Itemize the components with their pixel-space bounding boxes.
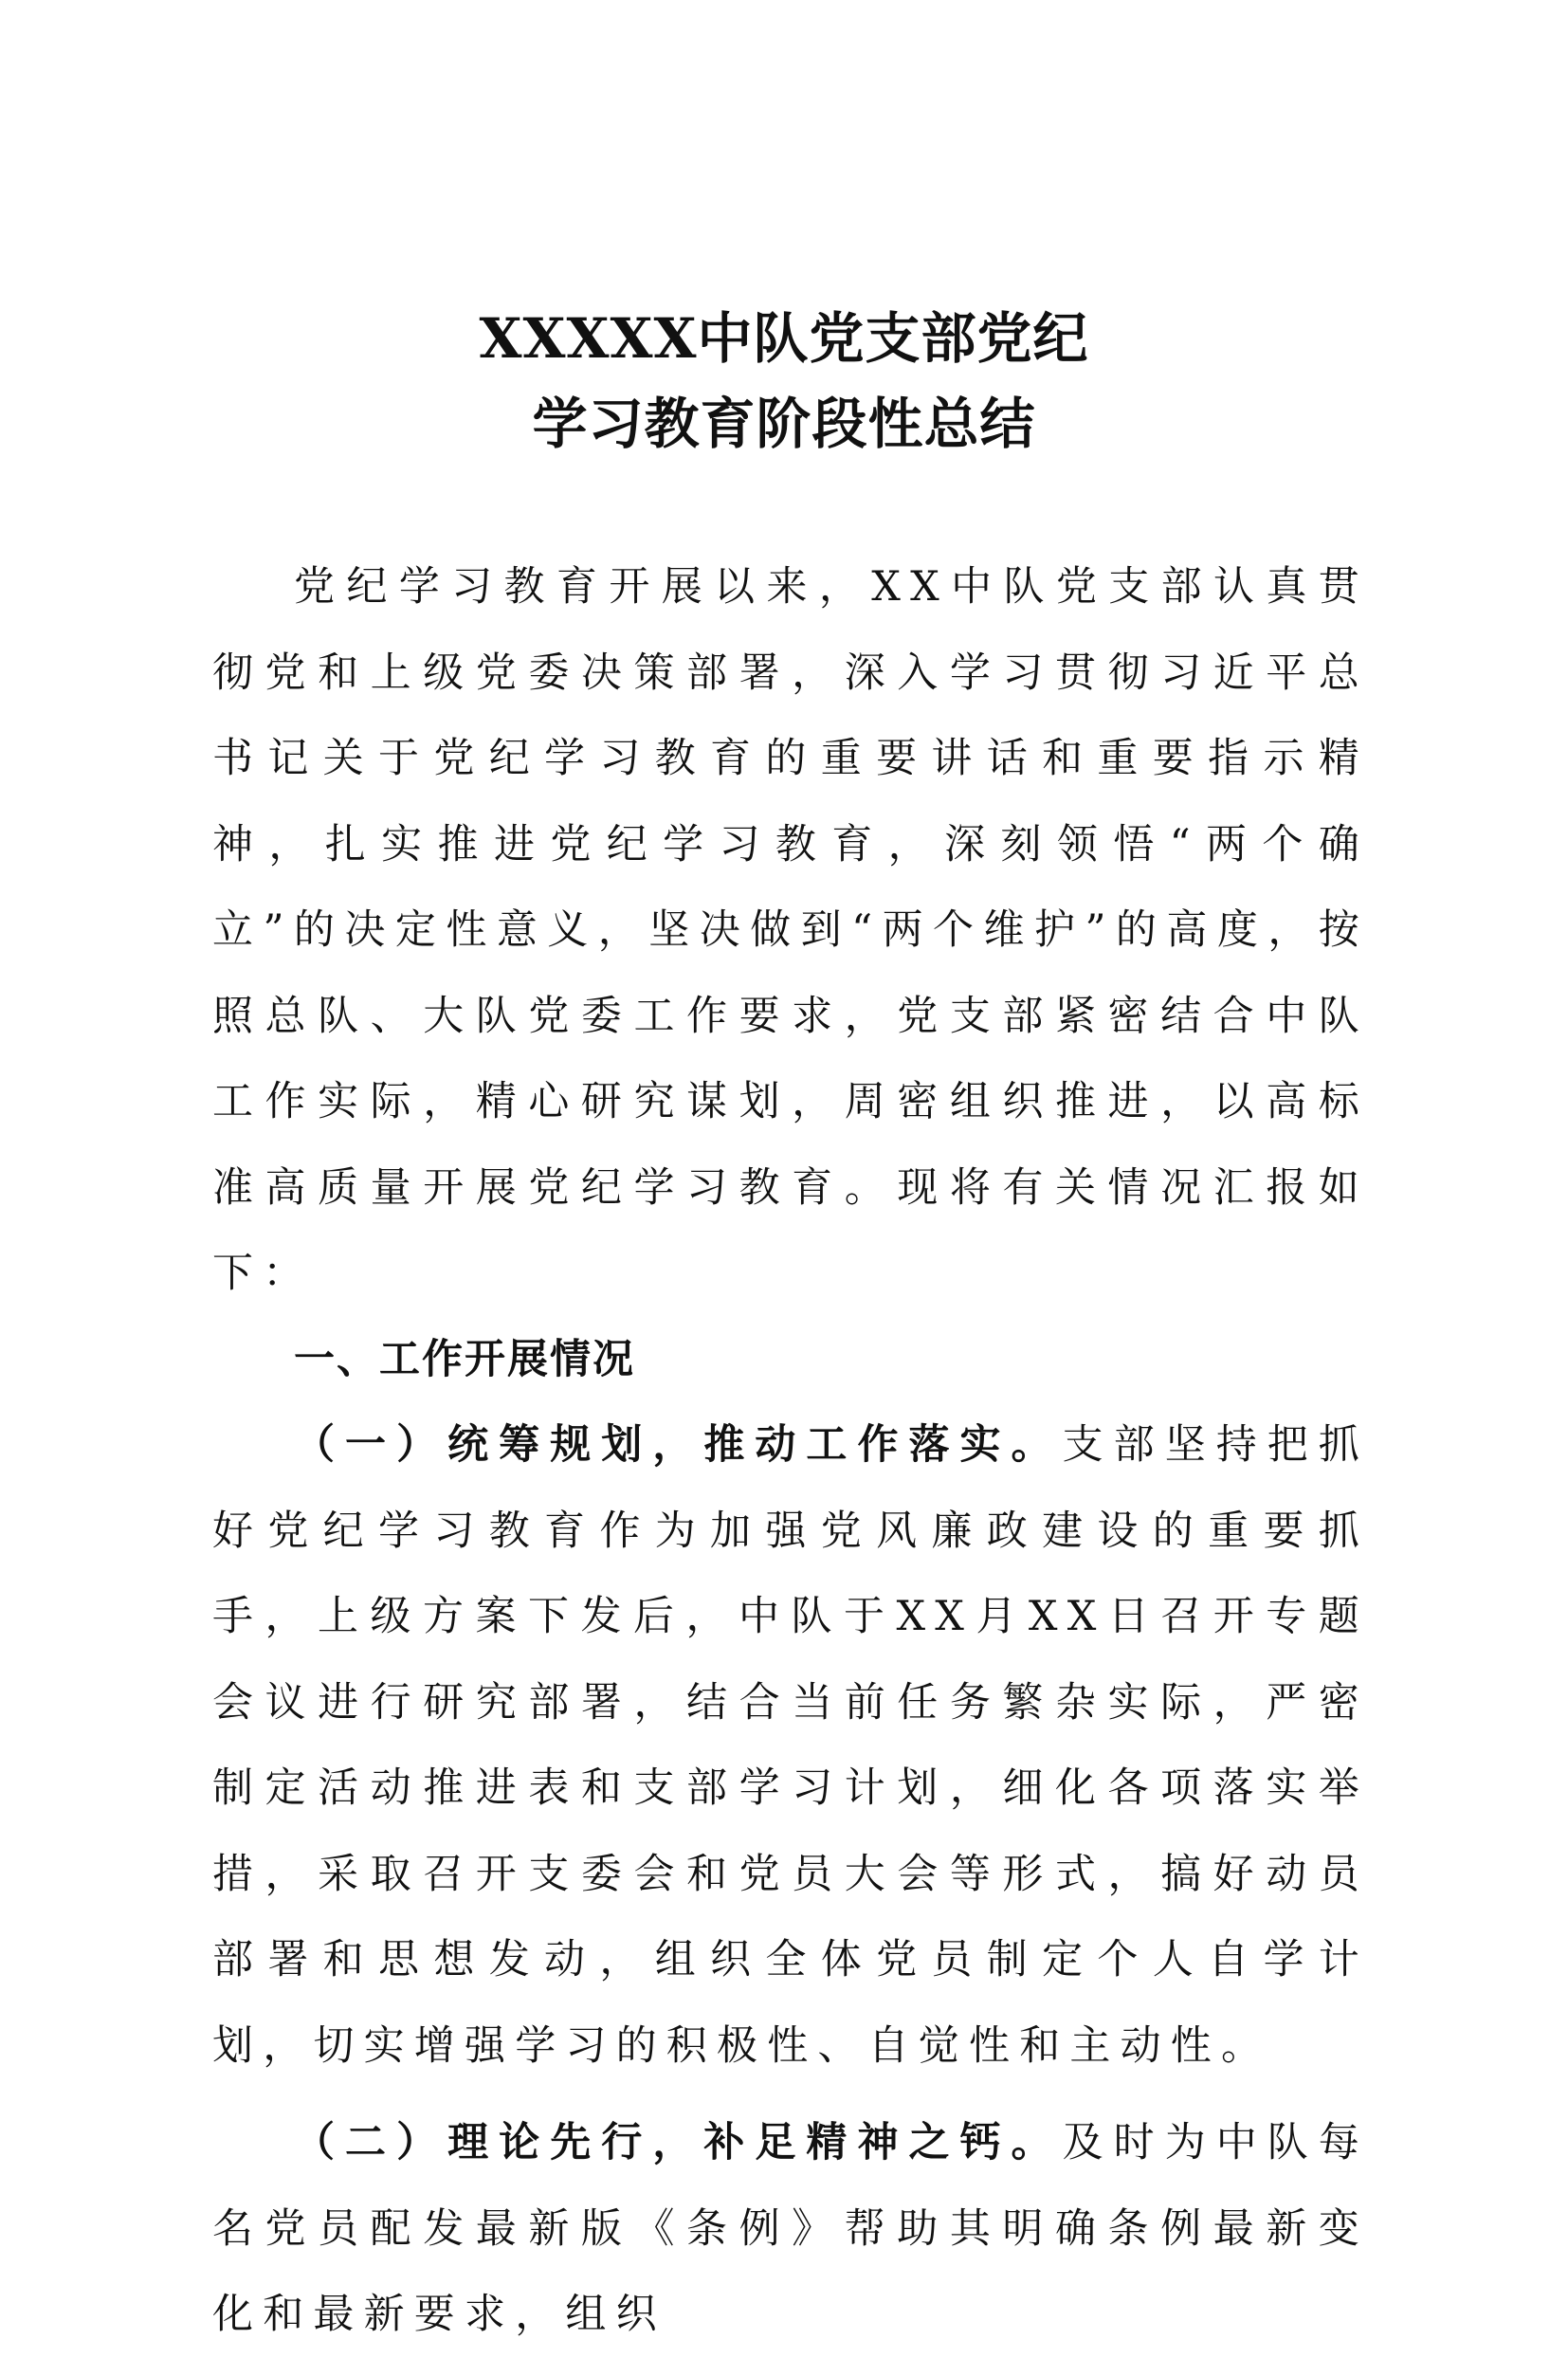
title-line-2: 学习教育阶段性总结 — [532, 392, 1036, 456]
document-body — [212, 544, 1369, 2358]
paragraph-theory — [212, 2100, 1369, 2358]
section-heading-work-progress: 一、工作开展情况 — [294, 1335, 635, 1383]
document-title — [0, 296, 1568, 466]
intro-paragraph: 党纪学习教育开展以来，XX中队党支部认真贯彻党和上级党委决策部署，深入学习贯彻习近平总书记关于党纪学习教育的重要讲话和重要指示精神，扎实推进党纪学习教育，深刻领悟“两个确立”的决定性意义，坚决做到“两个维护”的高度，按照总队、大队党委工作要求，党支部紧密结合中队工作实际，精心研究谋划，周密组织推进，以高标准高质量开展党纪学习教育。现将有关情况汇报如下： — [212, 563, 1369, 1297]
paragraph-planning — [212, 1402, 1369, 2089]
title-line-1: XXXXX中队党支部党纪 — [479, 306, 1089, 371]
paragraph-planning-lead: （一）统筹规划，推动工作落实。 — [294, 1421, 1063, 1469]
paragraph-theory-lead: （二）理论先行，补足精神之钙。 — [294, 2119, 1063, 2166]
paragraph-theory-text: 及时为中队每名党员配发最新版《条例》帮助其明确条例最新变化和最新要求，组织 — [212, 2119, 1370, 2338]
paragraph-planning-text: 支部坚持把抓好党纪学习教育作为加强党风廉政建设的重要抓手，上级方案下发后，中队于XX月XX日召开专题会议进行研究部署，结合当前任务繁杂实际，严密制定活动推进表和支部学习计划，细化各项落实举措，采取召开支委会和党员大会等形式，搞好动员部署和思想发动，组织全体党员制定个人自学计划，切实增强学习的积极性、自觉性和主动性。 — [212, 1421, 1370, 2070]
